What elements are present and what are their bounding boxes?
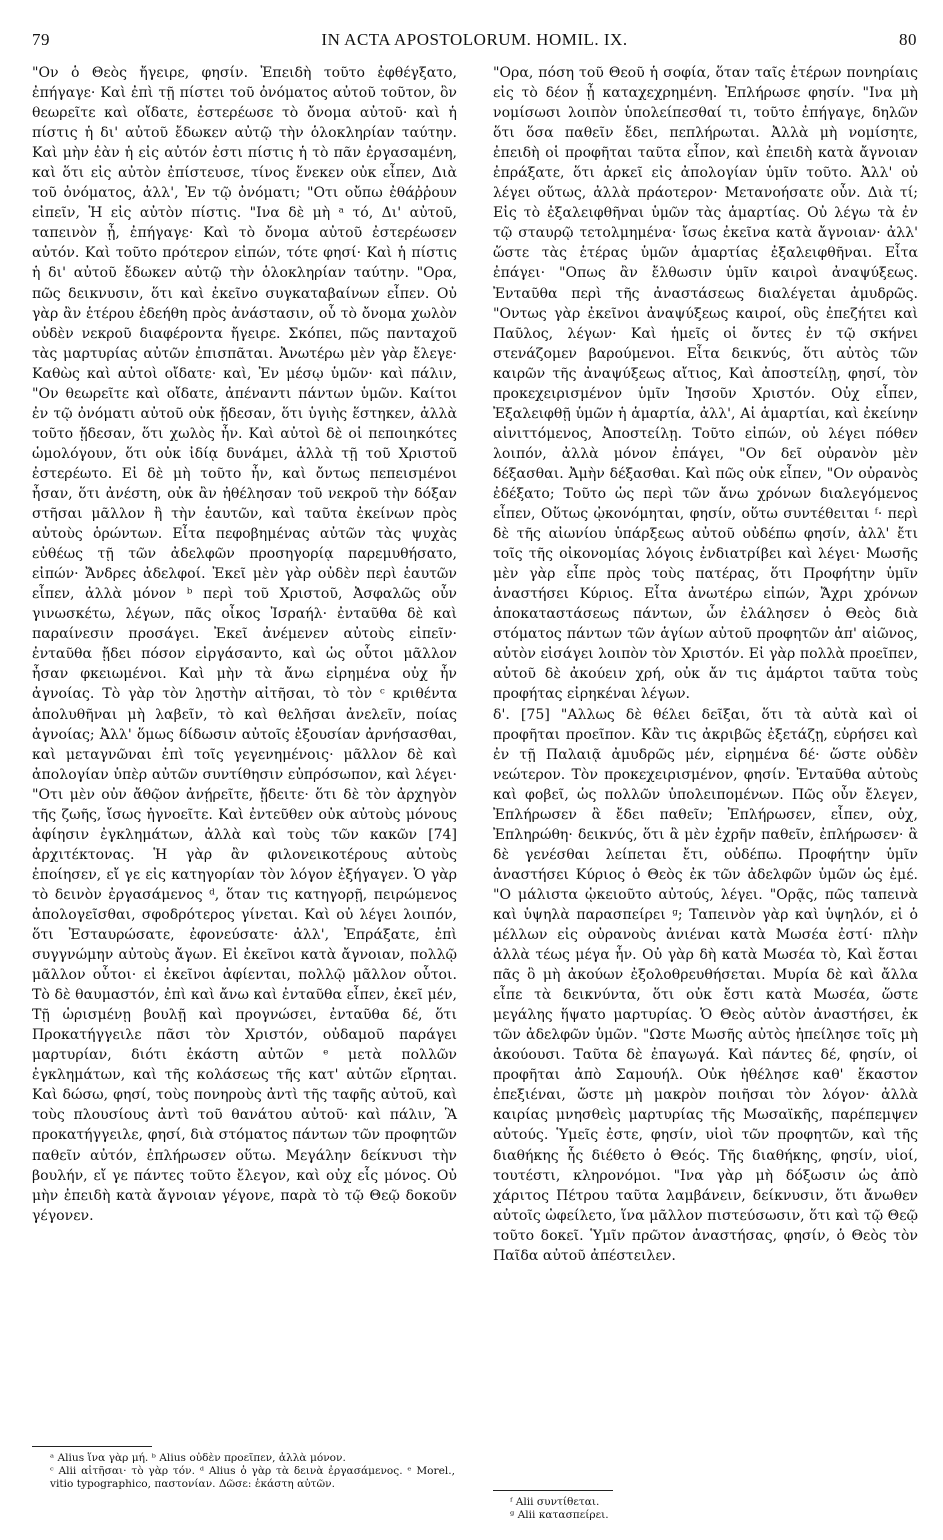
footnotes-left	[50, 1452, 455, 1491]
right-column	[493, 63, 918, 1266]
page-number-left: 79	[32, 30, 50, 49]
footnote-left-1: ᵃ Alius ἵνα γὰρ μή. ᵇ Alius οὐδὲν προεῖπεν, ἀλλὰ μόνον.	[50, 1452, 346, 1464]
left-column	[32, 63, 457, 1226]
running-header	[32, 30, 917, 58]
left-paragraph: "Ον ὁ Θεὸς ἤγειρε, φησίν. Ἐπειδὴ τοῦτο ἐφθέγξατο, ἐπήγαγε· Καὶ ἐπὶ τῇ πίστει τοῦ ὀνόματος αὐτοῦ τοῦτον, ὃν θεωρεῖτε καὶ οἴδατε, ἐστερέωσε τὸ ὄνομα αὐτοῦ· καὶ ἡ πίστις ἡ δι' αὐτοῦ ἔδωκεν αὐτῷ τὴν ὁλοκληρίαν ταύτην. Καὶ μὴν ἐὰν ἡ εἰς αὐτόν ἐστι πίστις ἡ τὸ πᾶν ἐργασαμένη, καὶ ὅτι εἰς αὐτὸν ἐπίστευσε, τίνος ἕνεκεν οὐκ εἶπεν, Διὰ τοῦ ὀνόματος, ἀλλ', Ἐν τῷ ὀνόματι; "Οτι οὔπω ἐθάῤῥουν εἰπεῖν, Ἡ εἰς αὐτὸν πίστις. "Ινα δὲ μὴ ᵃ τό, Δι' αὐτοῦ, ταπεινὸν ᾖ, ἐπήγαγε· Καὶ τὸ ὄνομα αὐτοῦ ἐστερέωσεν αὐτόν. Καὶ τοῦτο πρότερον εἰπών, τότε φησί· Καὶ ἡ πίστις ἡ δι' αὐτοῦ ἔδωκεν αὐτῷ τὴν ὁλοκληρίαν ταύτην. "Ορα, πῶς δεικνυσιν, ὅτι καὶ ἐκεῖνο συγκαταβαίνων εἶπεν. Οὐ γὰρ ἂν ἑτέρου ἐδεήθη πρὸς ἀνάστασιν, οὗ τὸ ὄνομα χωλὸν οὐδὲν νεκροῦ διαφέροντα ἤγειρε. Σκόπει, πῶς πανταχοῦ τὰς μαρτυρίας αὐτῶν ἐπισπᾶται. Ἀνωτέρω μὲν γὰρ ἔλεγε· Καθὼς καὶ αὐτοὶ οἴδατε· καὶ, Ἐν μέσῳ ὑμῶν· καὶ πάλιν, "Ον θεωρεῖτε καὶ οἴδατε, ἀπέναντι πάντων ὑμῶν. Καίτοι ἐν τῷ ὀνόματι αὐτοῦ οὐκ ᾔδεσαν, ὅτι ὑγιὴς ἕστηκεν, ἀλλὰ τοῦτο ᾔδεσαν, ὅτι χωλὸς ἦν. Καὶ αὐτοὶ δὲ οἱ πεποιηκότες ὡμολόγουν, ὅτι οὐκ ἰδίᾳ δυνάμει, ἀλλὰ τῇ τοῦ Χριστοῦ ἐστερέωτο. Εἰ δὲ μὴ τοῦτο ἦν, καὶ ὄντως πεπεισμένοι ἦσαν, ὅτι ἀνέστη, οὐκ ἂν ἠθέλησαν τοῦ νεκροῦ τὴν δόξαν στῆσαι μᾶλλον ἢ τὴν ἑαυτῶν, καὶ ταῦτα ἐκείνων πρὸς αὐτοὺς ὁρώντων. Εἶτα πεφοβημένας αὐτῶν τὰς ψυχὰς εὐθέως τῇ τῶν ἀδελφῶν προσηγορίᾳ παρεμυθήσατο, εἰπών· Ἄνδρες ἀδελφοί. Ἐκεῖ μὲν γὰρ οὐδὲν περὶ ἑαυτῶν εἶπεν, ἀλλὰ μόνον ᵇ περὶ τοῦ Χριστοῦ, Ἀσφαλῶς οὖν γινωσκέτω, λέγων, πᾶς οἶκος Ἰσραήλ· ἐνταῦθα δὲ καὶ παραίνεσιν προσάγει. Ἐκεῖ ἀνέμενεν αὐτοὺς εἰπεῖν· ἐνταῦθα ᾔδει πόσον εἰργάσαντο, καὶ ὡς οὗτοι μᾶλλον ἦσαν φκειωμένοι. Καὶ μὴν τὰ ἄνω εἰρημένα οὐχ ἦν ἀγνοίας. Τὸ γὰρ τὸν λῃστὴν αἰτῆσαι, τὸ τὸν ᶜ κριθέντα ἀπολυθῆναι μὴ λαβεῖν, τὸ καὶ θελῆσαι ἀνελεῖν, ποίας ἀγνοίας; Ἀλλ' ὅμως δίδωσιν αὐτοῖς ἐξουσίαν ἀρνήσασθαι, καὶ μεταγνῶναι ἐπὶ τοῖς γεγενημένοις· μᾶλλον δὲ καὶ ἀπολογίαν ὑπὲρ αὐτῶν συντίθησιν εὐπρόσωπον, καὶ λέγει· "Οτι μὲν οὐν ἄθῷον ἀνῄρεῖτε, ᾔδειτε· ὅτι δὲ τὸν ἀρχηγὸν τῆς ζωῆς, ἴσως ἠγνοεῖτε. Καὶ ἐντεῦθεν οὐκ αὐτοὺς μόνους ἀφίησιν ἐγκλημάτων, ἀλλὰ καὶ τοὺς τῶν κακῶν [74] ἀρχιτέκτονας. Ἡ γὰρ ἂν φιλονεικοτέρους αὐτοὺς ἐποίησεν, εἴ γε εἰς κατηγορίαν τὸν λόγον ἐξήγαγεν. Ὁ γὰρ τὸ δεινὸν ἐργασάμενος ᵈ, ὅταν τις κατηγορῇ, πειρώμενος ἀπολογεῖσθαι, σφοδρότερος γίνεται. Καὶ οὐ λέγει λοιπόν, ὅτι Ἐσταυρώσατε, ἐφονεύσατε· ἀλλ', Ἐπράξατε, ἐπὶ συγγνώμην αὐτοὺς ἄγων. Εἰ ἐκεῖνοι κατὰ ἄγνοιαν, πολλῷ μᾶλλον οὗτοι· εἰ ἐκεῖνοι ἀφίενται, πολλῷ μᾶλλον οὗτοι. Τὸ δὲ θαυμαστόν, ἐπὶ καὶ ἄνω καὶ ἐνταῦθα εἶπεν, ἐκεῖ μέν, Τῇ ὡρισμένῃ βουλῇ καὶ προγνώσει, ἐνταῦθα δέ, ὅτι Προκατήγγειλε πᾶσι τὸν Χριστόν, οὐδαμοῦ παράγει μαρτυρίαν, διότι ἑκάστη αὐτῶν ᵉ μετὰ πολλῶν ἐγκλημάτων, καὶ τῆς κολάσεως τῆς κατ' αὐτῶν εἴρηται. Καὶ δώσω, φησί, τοὺς πονηροὺς ἀντὶ τῆς ταφῆς αὐτοῦ, καὶ τοὺς πλουσίους ἀντὶ τοῦ θανάτου αὐτοῦ· καὶ πάλιν, Ἃ προκατήγγειλε, φησί, διὰ στόματος πάντων τῶν προφητῶν παθεῖν αὐτόν, ἐπλήρωσεν οὕτω. Μεγάλην δείκνυσι τὴν βουλήν, εἴ γε πάντες τοῦτο ἔλεγον, καὶ οὐχ εἷς μόνος. Οὐ μὴν ἐπειδὴ κατὰ ἄγνοιαν γέγονε, παρὰ τὸ τῷ Θεῷ δοκοῦν γέγονεν.	[32, 65, 457, 1224]
footnotes-right	[510, 1496, 915, 1522]
running-title: IN ACTA APOSTOLORUM. HOMIL. IX.	[321, 30, 628, 49]
footnote-right-1: ᶠ Alii συντίθεται.	[510, 1496, 600, 1508]
footnote-rule-left	[32, 1446, 152, 1447]
footnote-rule-right	[493, 1490, 613, 1491]
page-number-right: 80	[899, 30, 917, 49]
footnote-left-2: ᶜ Alii αἰτῆσαι· τὸ γὰρ τόν. ᵈ Alius ὁ γὰρ τὰ δεινὰ ἐργασάμενος. ᵉ Morel., vitio typographico, παστονίαν. Δῶσε: ἑκάστη αὐτῶν.	[50, 1465, 455, 1490]
footnote-right-2: ᵍ Alii κατασπείρει.	[510, 1509, 609, 1521]
right-paragraph-1: "Ορα, πόση τοῦ Θεοῦ ἡ σοφία, ὅταν ταῖς ἑτέρων πονηρίαις εἰς τὸ δέον ᾖ καταχεχρημένη. Ἐπλήρωσε φησίν. "Ινα μὴ νομίσωσι λοιπὸν ὑπολείπεσθαί τι, τοῦτο ἐπήγαγε, δηλῶν ὅτι ὅσα παθεῖν ἔδει, πεπλήρωται. Ἀλλὰ μὴ νομίσητε, ἐπειδὴ οἱ προφῆται ταῦτα εἶπον, καὶ ἐπειδὴ κατὰ ἄγνοιαν ἐπράξατε, ὅτι ἀρκεῖ εἰς ἀπολογίαν ὑμῖν τοῦτο. Ἀλλ' οὐ λέγει οὕτως, ἀλλὰ πράοτερον· Μετανοήσατε οὖν. Διὰ τί; Εἰς τὸ ἐξαλειφθῆναι ὑμῶν τὰς ἁμαρτίας. Οὐ λέγω τὰ ἐν τῷ σταυρῷ τετολμημένα· ἴσως ἐκεῖνα κατὰ ἄγνοιαν· ἀλλ' ὥστε τὰς ἑτέρας ὑμῶν ἁμαρτίας ἐξαλειφθῆναι. Εἶτα ἐπάγει· "Οπως ἂν ἔλθωσιν ὑμῖν καιροὶ ἀναψύξεως. Ἐνταῦθα περὶ τῆς ἀναστάσεως διαλέγεται ἀμυδρῶς. "Οντως γὰρ ἐκεῖνοι ἀναψύξεως καιροί, οὓς ἐπεζήτει καὶ Παῦλος, λέγων· Καὶ ἡμεῖς οἱ ὄντες ἐν τῷ σκήνει στενάζομεν βαρούμενοι. Εἶτα δεικνύς, ὅτι αὐτὸς τῶν καιρῶν τῆς ἀναψύξεως αἴτιος, Καὶ ἀποστείλῃ, φησί, τὸν προκεχειρισμένον ὑμῖν Ἰησοῦν Χριστόν. Οὐχ εἶπεν, Ἐξαλειφθῇ ὑμῶν ἡ ἁμαρτία, ἀλλ', Αἱ ἁμαρτίαι, καὶ ἐκείνην αἰνιττόμενος, Ἀποστείλῃ. Τοῦτο εἰπών, οὐ λέγει πόθεν λοιπόν, ἀλλὰ μόνον ἐπάγει, "Ον δεῖ οὐρανὸν μὲν δέξασθαι. Ἀμὴν δέξασθαι. Καὶ πῶς οὐκ εἶπεν, "Ον οὐρανὸς ἐδέξατο; Τοῦτο ὡς περὶ τῶν ἄνω χρόνων διαλεγόμενος εἶπεν, Οὕτως ᾠκονόμηται, φησίν, οὕτω συντέθειται ᶠ· περὶ δὲ τῆς αἰωνίου ὑπάρξεως αὐτοῦ οὐδέπω φησίν, ἀλλ' ἔτι τοῖς τῆς οἰκονομίας λόγοις ἐνδιατρίβει καὶ λέγει· Μωσῆς μὲν γὰρ εἶπε πρὸς τοὺς πατέρας, ὅτι Προφήτην ὑμῖν ἀναστήσει Κύριος. Εἶτα ἀνωτέρω εἰπών, Ἄχρι χρόνων ἀποκαταστάσεως πάντων, ὧν ἐλάλησεν ὁ Θεὸς διὰ στόματος πάντων τῶν ἁγίων αὐτοῦ προφητῶν ἀπ' αἰῶνος, αὐτὸν εἰσάγει λοιπὸν τὸν Χριστόν. Εἰ γὰρ πολλὰ προεῖπεν, αὐτοῦ δὲ ἀκούειν χρή, οὐκ ἄν τις ἁμάρτοι ταῦτα τοὺς προφήτας εἰρηκέναι λέγων.	[493, 65, 918, 703]
right-paragraph-2: δ'. [75] "Αλλως δὲ θέλει δεῖξαι, ὅτι τὰ αὐτὰ καὶ οἱ προφῆται προεῖπον. Κἂν τις ἀκριβῶς ἐξετάζῃ, εὑρήσει καὶ ἐν τῇ Παλαιᾷ ἀμυδρῶς μέν, εἰρημένα δέ· ὥστε οὐδὲν νεώτερον. Τὸν προκεχειρισμένον, φησίν. Ἐνταῦθα αὐτοὺς καὶ φοβεῖ, ὡς πολλῶν ὑπολειπομένων. Πῶς οὖν ἔλεγεν, Ἐπλήρωσεν ἃ ἔδει παθεῖν; Ἐπλήρωσεν, εἶπεν, οὐχ, Ἐπληρώθη· δεικνύς, ὅτι ἃ μὲν ἐχρῆν παθεῖν, ἐπλήρωσεν· ἃ δὲ γενέσθαι λείπεται ἔτι, οὐδέπω. Προφήτην ὑμῖν ἀναστήσει Κύριος ὁ Θεὸς ἐκ τῶν ἀδελφῶν ὑμῶν ὡς ἐμέ. "Ο μάλιστα ᾠκειοῦτο αὐτούς, λέγει. "Ορᾷς, πῶς ταπεινὰ καὶ ὑψηλὰ παρασπείρει ᵍ; Ταπεινὸν γὰρ καὶ ὑψηλόν, εἰ ὁ μέλλων εἰς οὐρανοὺς ἀνιέναι κατὰ Μωσέα ἐστί· πλὴν ἀλλὰ τέως μέγα ἦν. Οὐ γὰρ δὴ κατὰ Μωσέα τὸ, Καὶ ἔσται πᾶς ὃ μὴ ἀκούων ἐξολοθρευθήσεται. Μυρία δὲ καὶ ἄλλα εἶπε τὰ δεικνύντα, ὅτι οὐκ ἔστι κατὰ Μωσέα, ὥστε μεγάλης ἥψατο μαρτυρίας. Ὁ Θεὸς αὐτὸν ἀναστήσει, ἐκ τῶν ἀδελφῶν ὑμῶν. "Ωστε Μωσῆς αὐτὸς ἠπείλησε τοῖς μὴ ἀκούουσι. Ταῦτα δὲ ἐπαγωγά. Καὶ πάντες δέ, φησίν, οἱ προφῆται ἀπὸ Σαμουήλ. Οὐκ ἠθέλησε καθ' ἕκαστον ἐπεξιέναι, ὥστε μὴ μακρὸν ποιῆσαι τὸν λόγον· ἀλλὰ καιρίας μνησθεὶς μαρτυρίας τῆς Μωσαϊκῆς, παρέπεμψεν αὐτούς. Ὑμεῖς ἐστε, φησίν, υἱοὶ τῶν προφητῶν, καὶ τῆς διαθήκης ἧς διέθετο ὁ Θεός. Τῆς διαθήκης, φησίν, υἱοί, τουτέστι, κληρονόμοι. "Ινα γὰρ μὴ δόξωσιν ὡς ἀπὸ χάριτος Πέτρου ταῦτα λαμβάνειν, δείκνυσιν, ὅτι ἄνωθεν αὐτοῖς ὠφείλετο, ἵνα μᾶλλον πιστεύσωσιν, ὅτι καὶ τῷ Θεῷ τοῦτο δοκεῖ. Ὑμῖν πρῶτον ἀναστήσας, φησίν, ὁ Θεὸς τὸν Παῖδα αὐτοῦ ἀπέστειλεν.	[493, 706, 918, 1264]
